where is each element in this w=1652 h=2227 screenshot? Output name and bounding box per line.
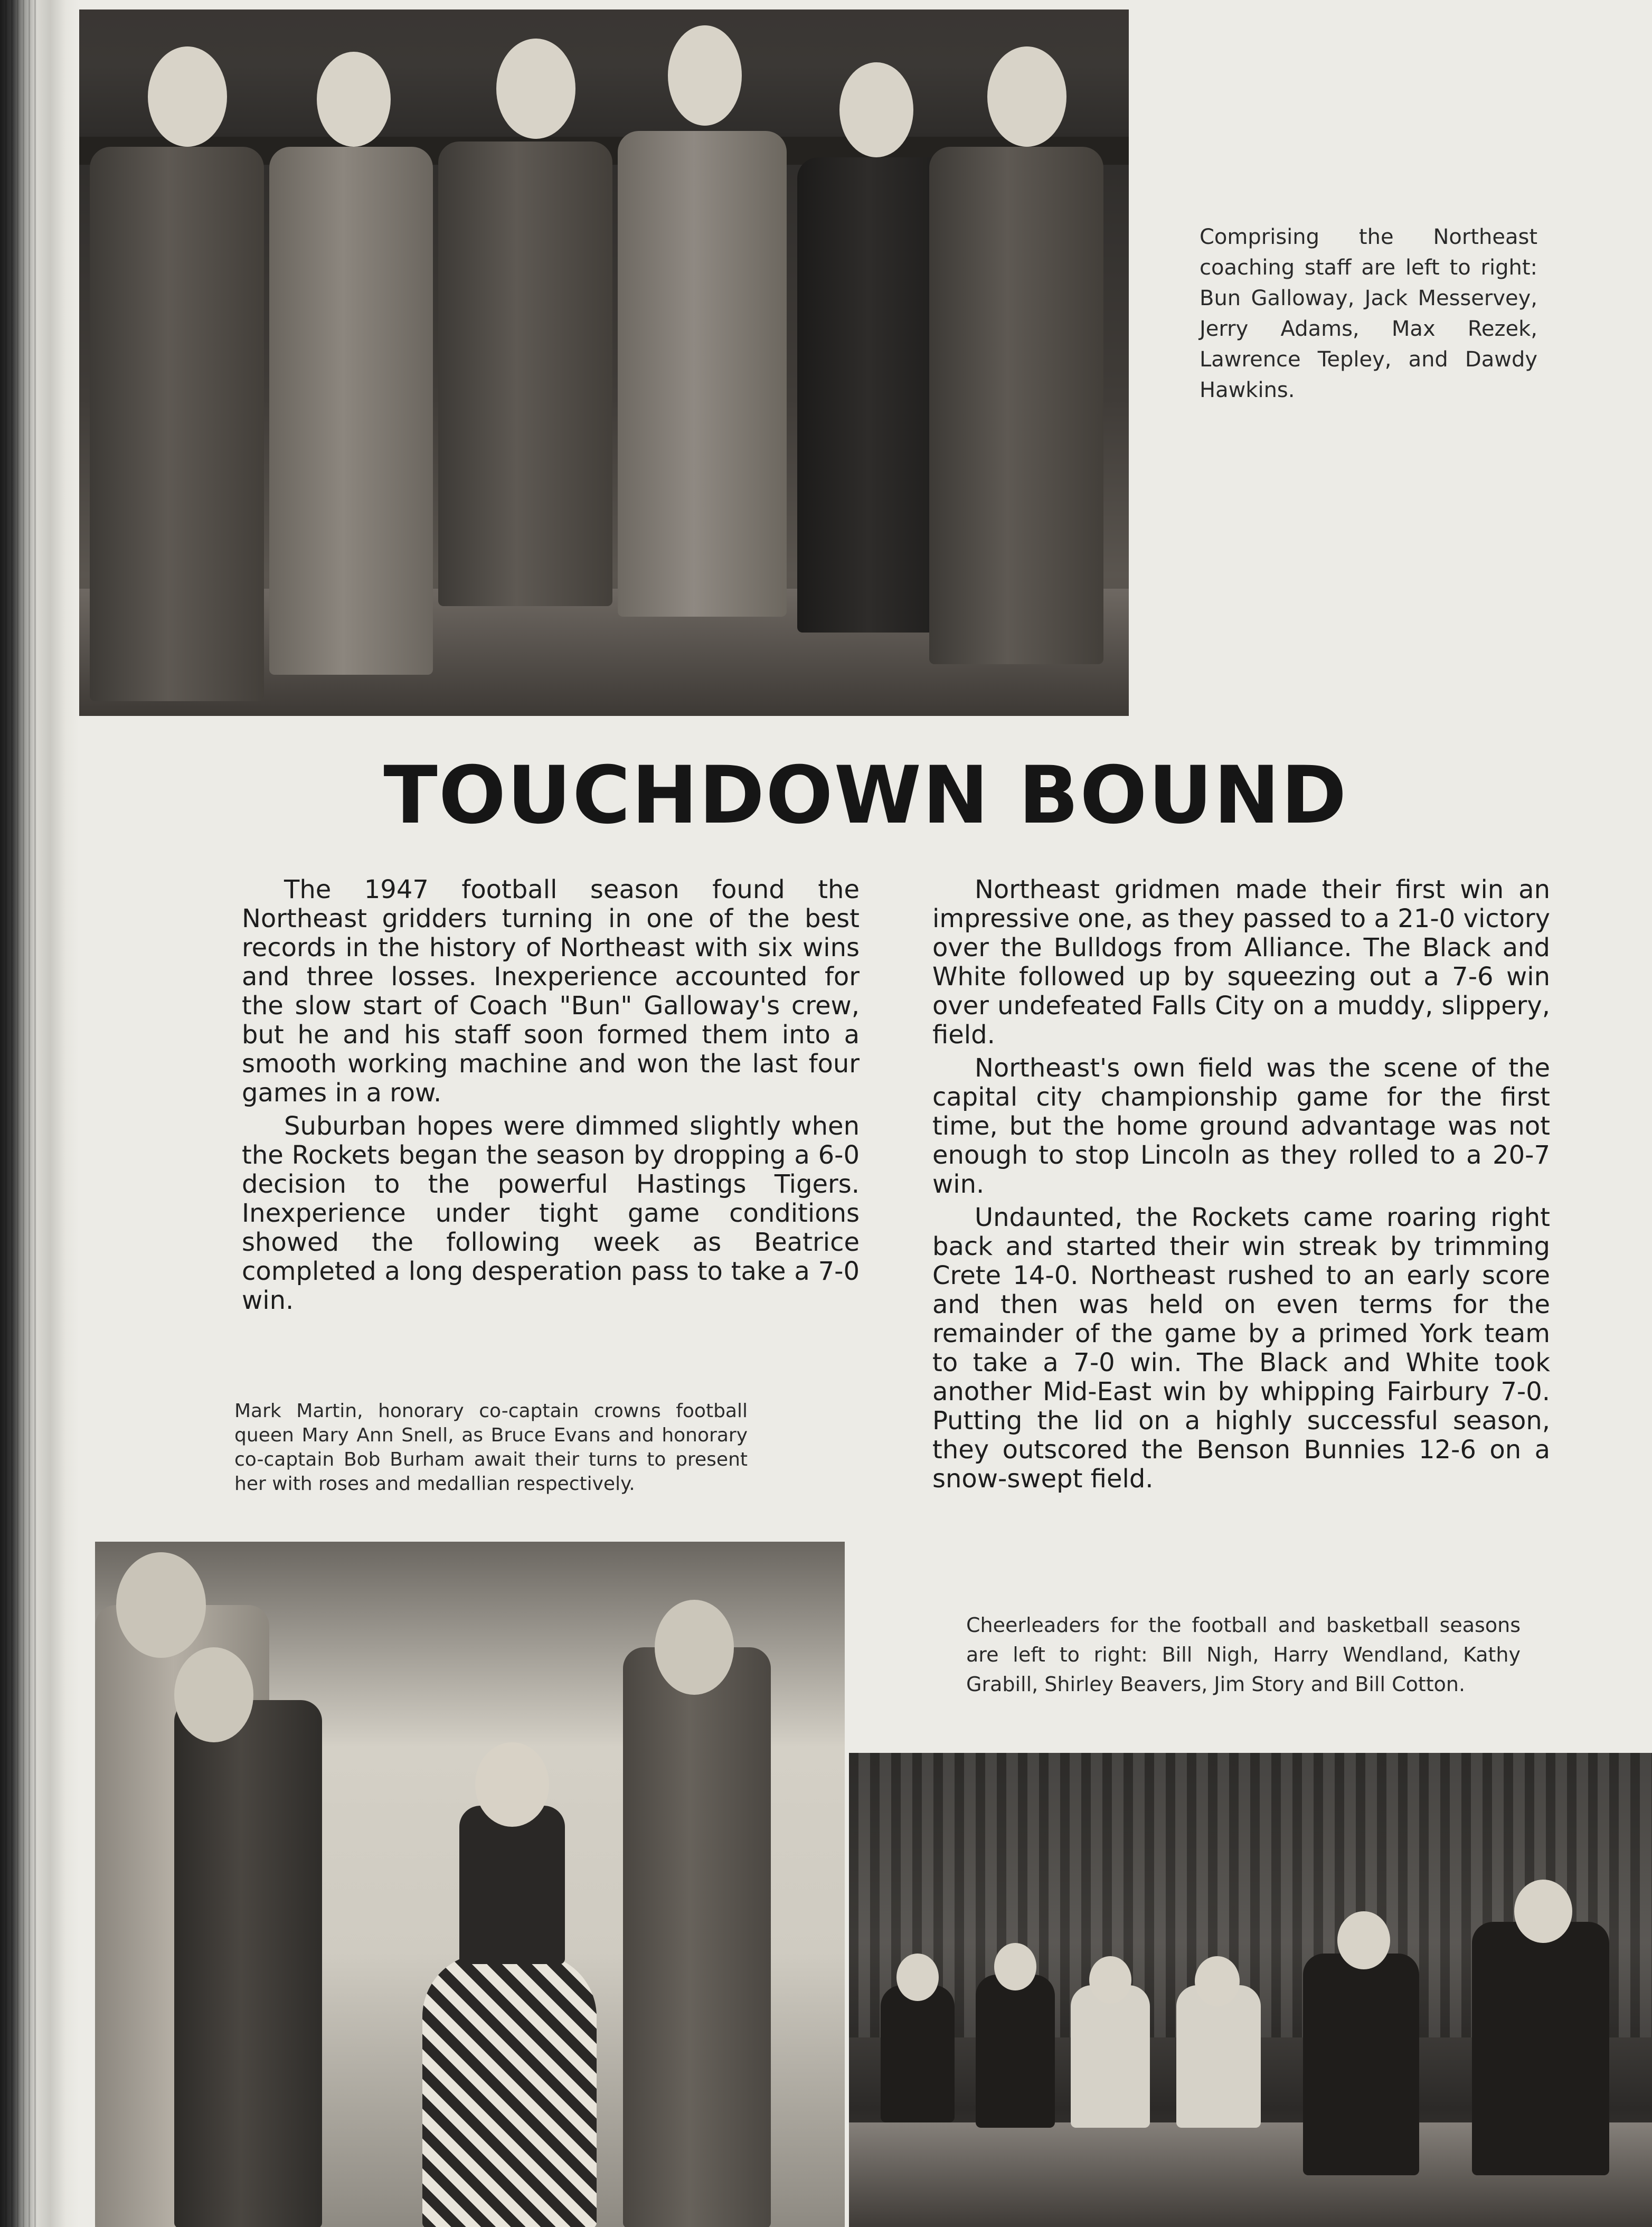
cheerleader-figure (1303, 1954, 1419, 2175)
binding-texture (5, 0, 37, 2227)
queen-head (475, 1742, 549, 1827)
article-right-column (932, 875, 1550, 1498)
coach-figure (438, 141, 612, 606)
article-paragraph: Undaunted, the Rockets came roaring right back and started their win streak by trimming Crete 14-0. Northeast rushed to an early score and then was held on even terms for the remainder of the game by a primed York team to take a 7-0 win. The Black and White took another Mid-East win by whipping Fairbury 7-0. Putting the lid on a highly successful season, they outscored the Benson Bunnies 12-6 on a snow-swept field. (932, 1203, 1550, 1494)
cheerleader-head (1337, 1911, 1390, 1969)
article-paragraph: Northeast's own field was the scene of the capital city championship game for the first time, but the home ground advantage was not enough to stop Lincoln as they rolled to a 20-7 win. (932, 1053, 1550, 1199)
coach-head (668, 25, 742, 126)
person-head (174, 1647, 253, 1742)
co-captain-figure (623, 1647, 771, 2227)
cheerleaders-photo (849, 1753, 1652, 2227)
coach-head (317, 52, 391, 147)
cheerleader-figure (1071, 1985, 1150, 2128)
coronation-photo (95, 1542, 845, 2227)
article-paragraph: Suburban hopes were dimmed slightly when the Rockets began the season by dropping a 6-0 decision to the powerful Hastings Tigers. Inexperience under tight game conditions showed the following week as Beatrice completed a long desperation pass to take a 7-0 win. (242, 1111, 860, 1315)
coaching-staff-caption: Comprising the Northeast coaching staff are left to right: Bun Galloway, Jack Messervey, Jerry Adams, Max Rezek, Lawrence Tepley, and Dawdy Hawkins. (1200, 225, 1537, 402)
cheerleader-figure (976, 1975, 1055, 2128)
coronation-caption: Mark Martin, honorary co-captain crowns football queen Mary Ann Snell, as Bruce Evans and honorary co-captain Bob Burham await their turns to present her with roses and medallian respectively. (234, 1400, 748, 1495)
person-figure (174, 1700, 322, 2227)
article-left-column (242, 875, 860, 1319)
coach-head (148, 46, 227, 147)
coaching-staff-photo (79, 10, 1129, 716)
page-title: TOUCHDOWN BOUND (383, 750, 1348, 842)
coach-figure (929, 147, 1103, 664)
coach-head (839, 62, 913, 157)
cheerleader-figure (1176, 1985, 1261, 2128)
coach-head (987, 46, 1066, 147)
cheerleader-figure (1472, 1922, 1609, 2175)
cheerleaders-caption: Cheerleaders for the football and basketball seasons are left to right: Bill Nigh, Harry Wendland, Kathy Grabill, Shirley Beavers, Jim Story and Bill Cotton. (966, 1613, 1521, 1696)
person-head (655, 1600, 734, 1695)
coach-figure (269, 147, 433, 675)
cheerleader-head (896, 1954, 939, 2001)
cheerleader-figure (881, 1985, 955, 2122)
coach-head (496, 39, 575, 139)
cheerleader-head (1089, 1956, 1131, 2004)
queen-top (459, 1806, 565, 1964)
article-paragraph: Northeast gridmen made their first win an impressive one, as they passed to a 21-0 victory over the Bulldogs from Alliance. The Black and White followed up by squeezing out a 7-6 win over undefeated Falls City on a muddy, slippery, field. (932, 875, 1550, 1050)
person-head (116, 1552, 206, 1658)
coach-figure (90, 147, 264, 701)
coach-figure (618, 131, 787, 617)
article-paragraph: The 1947 football season found the Northeast gridders turning in one of the best records in the history of Northeast with six wins and three losses. Inexperience accounted for the slow start of Coach "Bun" Galloway's crew, but he and his staff soon formed them into a smooth working machine and won the last four games in a row. (242, 875, 860, 1108)
cheerleader-head (994, 1943, 1036, 1990)
cheerleader-head (1195, 1956, 1240, 2006)
queen-skirt (422, 1954, 597, 2227)
cheerleader-head (1514, 1880, 1572, 1943)
